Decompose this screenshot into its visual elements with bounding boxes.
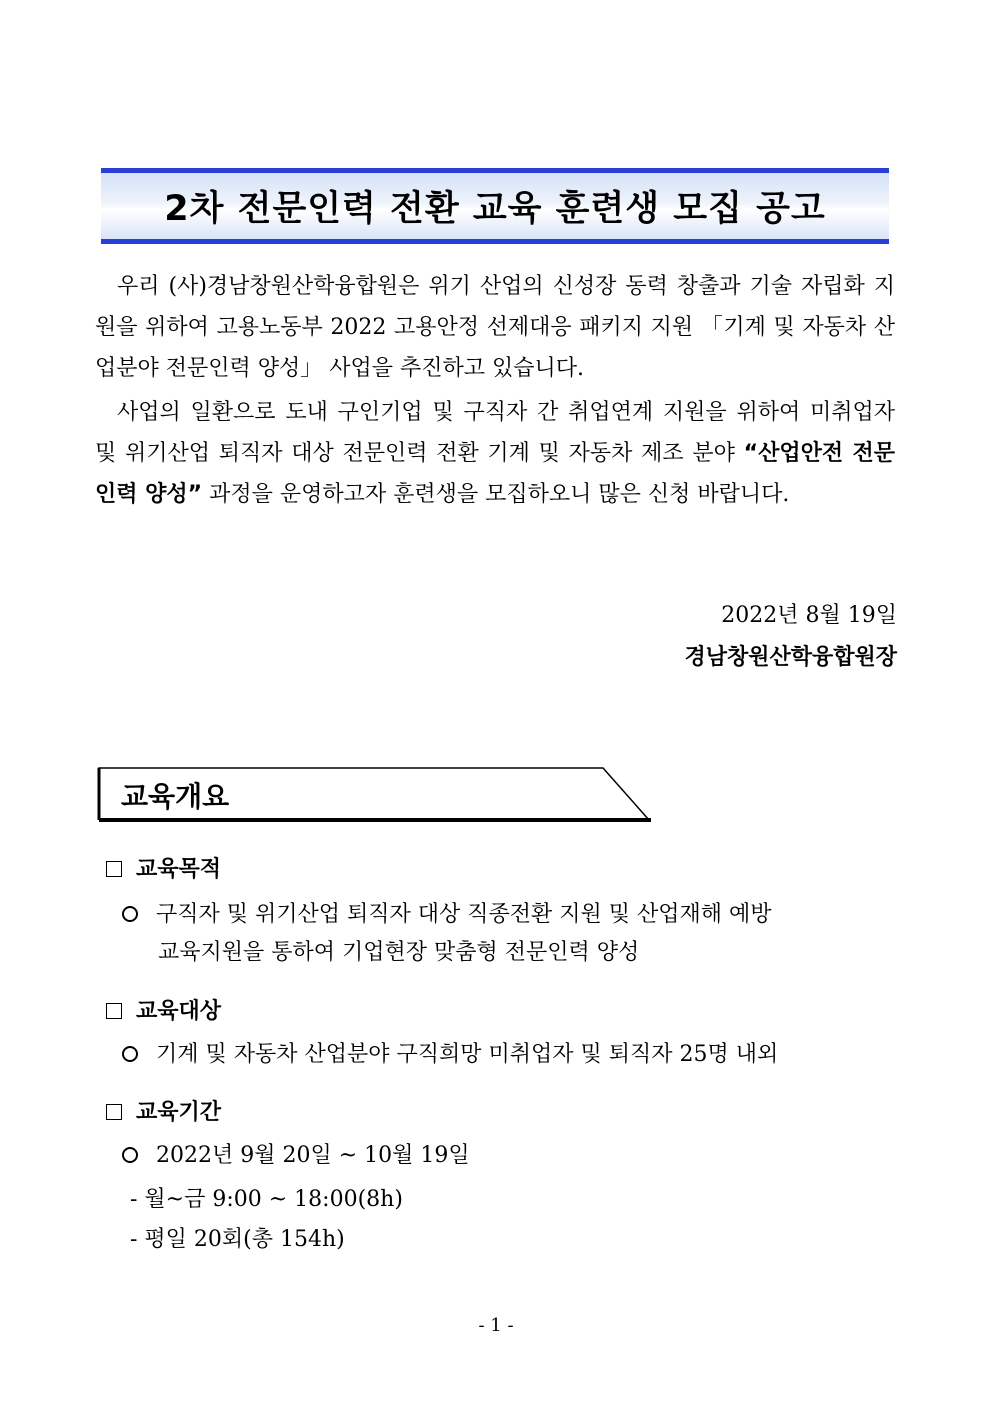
page-title: 2차 전문인력 전환 교육 훈련생 모집 공고 (164, 189, 826, 229)
period-sub-1: - 월~금 9:00 ~ 18:00(8h) (130, 1187, 403, 1212)
target-heading (106, 994, 221, 1025)
section-tab (97, 766, 653, 822)
target-line-1: 기계 및 자동차 산업분야 구직희망 미취업자 및 퇴직자 25명 내외 (156, 1042, 779, 1067)
intro-p2-before: 사업의 일환으로 도내 구인기업 및 구직자 간 취업연계 지원을 위하여 미취업자 및 위기산업 퇴직자 대상 전문인력 전환 기계 및 자동차 제조 분야 (95, 400, 895, 466)
intro-p2-after: 과정을 운영하고자 훈련생을 모집하오니 많은 신청 바랍니다. (202, 482, 790, 507)
notice-date: 2022년 8월 19일 (721, 603, 897, 628)
intro-paragraph-2 (95, 392, 895, 515)
section-title: 교육개요 (121, 780, 230, 813)
purpose-heading-label: 교육목적 (136, 857, 222, 882)
purpose-item-cont (158, 932, 639, 973)
purpose-item (122, 894, 772, 935)
period-sub-2: - 평일 20회(총 154h) (130, 1227, 345, 1252)
purpose-heading (106, 852, 221, 883)
purpose-line-2: 교육지원을 통하여 기업현장 맞춤형 전문인력 양성 (158, 940, 640, 965)
page-number: - 1 - (478, 1315, 514, 1336)
course-name: “산업안전 전문인력 양성” (95, 441, 895, 507)
checkbox-square-icon (106, 861, 122, 877)
checkbox-square-icon (106, 1104, 122, 1120)
organization-signature: 경남창원산학융합원장 (684, 645, 897, 670)
target-heading-label: 교육대상 (136, 999, 222, 1024)
period-heading (106, 1095, 221, 1126)
checkbox-square-icon (106, 1003, 122, 1019)
circle-bullet-icon (122, 906, 138, 922)
circle-bullet-icon (122, 1147, 138, 1163)
title-banner (101, 168, 889, 244)
period-item (122, 1135, 470, 1176)
circle-bullet-icon (122, 1046, 138, 1062)
target-item (122, 1034, 778, 1075)
period-heading-label: 교육기간 (136, 1100, 222, 1125)
purpose-line-1: 구직자 및 위기산업 퇴직자 대상 직종전환 지원 및 산업재해 예방 (156, 902, 772, 927)
intro-paragraph-1: 우리 (사)경남창원산학융합원은 위기 산업의 신성장 동력 창출과 기술 자립화 지원을 위하여 고용노동부 2022 고용안정 선제대응 패키지 지원 「기계 및 자동차 산업분야 전문인력 양성」 사업을 추진하고 있습니다. (95, 274, 895, 381)
period-line-1: 2022년 9월 20일 ~ 10월 19일 (156, 1143, 470, 1168)
